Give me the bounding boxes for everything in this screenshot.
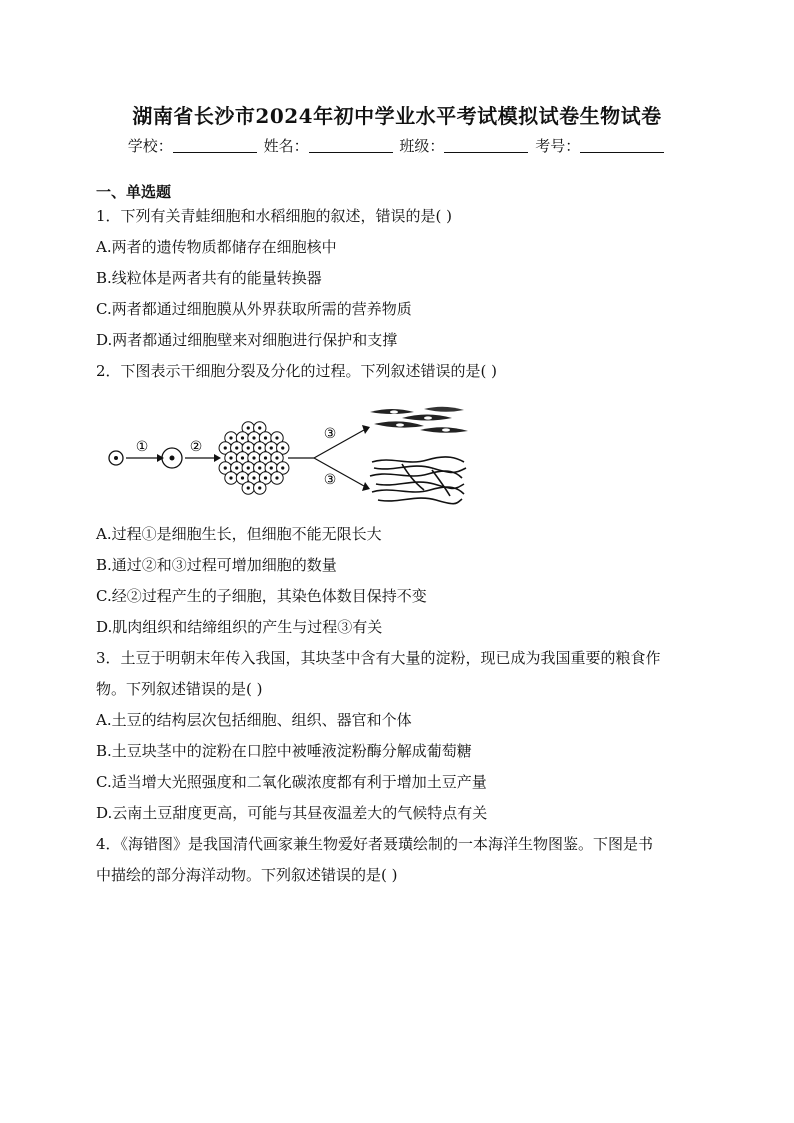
q1-stem: 1．下列有关青蛙细胞和水稻细胞的叙述，错误的是( ): [96, 207, 453, 225]
q3-option-b: B.土豆块茎中的淀粉在口腔中被唾液淀粉酶分解成葡萄糖: [96, 742, 472, 760]
q4-stem-line-2: 中描绘的部分海洋动物。下列叙述错误的是( ): [96, 866, 398, 884]
class-label: 班级：: [399, 137, 445, 155]
cluster-cell-nucleus: [275, 456, 278, 459]
cluster-cell-nucleus: [258, 486, 261, 489]
cluster-cell-nucleus: [241, 476, 244, 479]
section-heading: 一、单选题: [96, 183, 172, 201]
cluster-cell-nucleus: [229, 436, 232, 439]
student-info-row: [0, 135, 794, 156]
q2-option-a: A.过程①是细胞生长，但细胞不能无限长大: [96, 525, 382, 543]
school-blank[interactable]: [173, 138, 257, 153]
stem-cell-diagram: [102, 404, 472, 510]
cluster-cell-nucleus: [229, 476, 232, 479]
name-blank[interactable]: [309, 138, 393, 153]
cluster-cell-nucleus: [252, 436, 255, 439]
cluster-cell-nucleus: [270, 466, 273, 469]
q2-option-b: B.通过②和③过程可增加细胞的数量: [96, 556, 337, 574]
cluster-cell-nucleus: [264, 456, 267, 459]
q3-option-a: A.土豆的结构层次包括细胞、组织、器官和个体: [96, 711, 412, 729]
cluster-cell-nucleus: [247, 466, 250, 469]
label-process-1: ①: [135, 439, 149, 455]
connective-tissue: [370, 457, 466, 504]
cluster-cell-nucleus: [275, 476, 278, 479]
q1-option-d: D.两者都通过细胞壁来对细胞进行保护和支撑: [96, 331, 398, 349]
page-title: 湖南省长沙市2024年初中学业水平考试模拟试卷生物试卷: [132, 104, 662, 128]
cluster-cell-nucleus: [224, 446, 227, 449]
cluster-cell-nucleus: [247, 486, 250, 489]
q2-option-d: D.肌肉组织和结缔组织的产生与过程③有关: [96, 618, 383, 636]
cluster-cell-nucleus: [258, 426, 261, 429]
q2-option-c: C.经②过程产生的子细胞，其染色体数目保持不变: [96, 587, 427, 605]
cluster-cell-nucleus: [264, 476, 267, 479]
cluster-cell-nucleus: [229, 456, 232, 459]
q2-stem: 2．下图表示干细胞分裂及分化的过程。下列叙述错误的是( ): [96, 362, 498, 380]
cluster-cell-nucleus: [224, 466, 227, 469]
number-blank[interactable]: [580, 138, 664, 153]
cluster-cell-nucleus: [235, 466, 238, 469]
cluster-cell-nucleus: [275, 436, 278, 439]
cluster-cell-nucleus: [281, 446, 284, 449]
arrow-2: [185, 454, 221, 462]
q3-stem-line-1: 3．土豆于明朝末年传入我国，其块茎中含有大量的淀粉，现已成为我国重要的粮食作: [96, 649, 661, 667]
label-process-3-lower: ③: [323, 472, 337, 488]
grown-cell: [162, 448, 182, 468]
cluster-cell-nucleus: [281, 466, 284, 469]
cluster-cell-nucleus: [252, 456, 255, 459]
q3-option-d: D.云南土豆甜度更高，可能与其昼夜温差大的气候特点有关: [96, 804, 488, 822]
number-label: 考号：: [535, 137, 581, 155]
name-label: 姓名：: [263, 137, 309, 155]
cluster-cell-nucleus: [241, 456, 244, 459]
q4-stem-line-1: 4．《海错图》是我国清代画家兼生物爱好者聂璜绘制的一本海洋生物图鉴。下图是书: [96, 835, 654, 853]
cluster-cell-nucleus: [264, 436, 267, 439]
cluster-cell-nucleus: [241, 436, 244, 439]
cluster-cell-nucleus: [270, 446, 273, 449]
label-process-3-upper: ③: [323, 426, 337, 442]
cluster-cell-nucleus: [247, 446, 250, 449]
q3-stem-line-2: 物。下列叙述错误的是( ): [96, 680, 263, 698]
cell-cluster: [219, 422, 289, 494]
q3-option-c: C.适当增大光照强度和二氧化碳浓度都有利于增加土豆产量: [96, 773, 487, 791]
label-process-2: ②: [189, 439, 203, 455]
cluster-cell-nucleus: [258, 446, 261, 449]
cluster-cell-nucleus: [235, 446, 238, 449]
cluster-cell-nucleus: [258, 466, 261, 469]
q1-option-b: B.线粒体是两者共有的能量转换器: [96, 269, 322, 287]
school-label: 学校：: [127, 137, 173, 155]
muscle-tissue: [370, 407, 468, 433]
cluster-cell-nucleus: [252, 476, 255, 479]
arrow-1: [126, 454, 164, 462]
q1-option-c: C.两者都通过细胞膜从外界获取所需的营养物质: [96, 300, 412, 318]
single-cell: [109, 451, 123, 465]
class-blank[interactable]: [444, 138, 528, 153]
q1-option-a: A.两者的遗传物质都储存在细胞核中: [96, 238, 337, 256]
cluster-cell-nucleus: [247, 426, 250, 429]
